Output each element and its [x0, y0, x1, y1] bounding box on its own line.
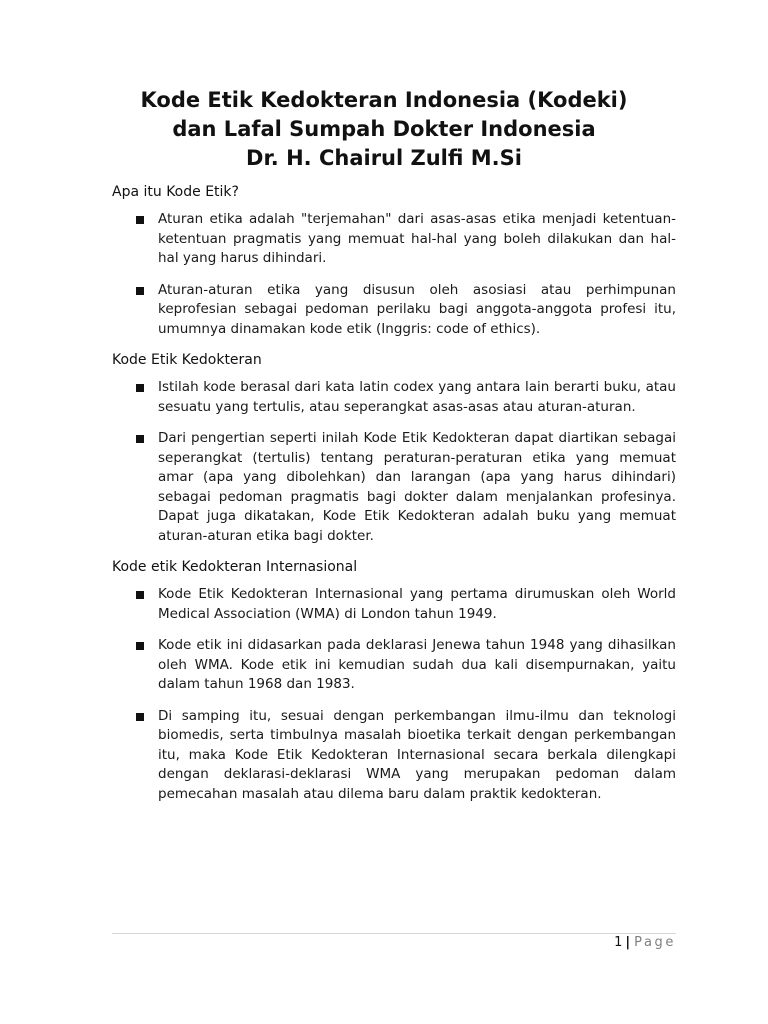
- document-body: [112, 183, 676, 816]
- square-bullet-icon: [136, 287, 144, 295]
- page-label: Page: [634, 935, 676, 950]
- square-bullet-icon: [136, 435, 144, 443]
- bullet-item: [112, 636, 676, 695]
- title-line: dan Lafal Sumpah Dokter Indonesia: [172, 117, 596, 141]
- bullet-item: [112, 281, 676, 340]
- bullet-item: [112, 210, 676, 269]
- section-heading: Kode Etik Kedokteran: [112, 352, 262, 368]
- section-kode-etik-internasional: [112, 558, 676, 804]
- bullet-text: Di samping itu, sesuai dengan perkembangan ilmu-ilmu dan teknologi biomedis, serta timbulnya masalah bioetika terkait dengan perkembangan itu, maka Kode Etik Kedokteran Internasional secara berkala dilengkapi dengan deklarasi-deklarasi WMA yang merupakan pedoman dalam pemecahan masalah atau dilema baru dalam praktik kedokteran.: [158, 707, 676, 802]
- square-bullet-icon: [136, 216, 144, 224]
- section-kode-etik-kedokteran: [112, 351, 676, 546]
- square-bullet-icon: [136, 642, 144, 650]
- bullet-text: Istilah kode berasal dari kata latin codex yang antara lain berarti buku, atau sesuatu yang tertulis, atau seperangkat asas-asas atau aturan-aturan.: [158, 379, 676, 415]
- bullet-text: Kode Etik Kedokteran Internasional yang pertama dirumuskan oleh World Medical Association (WMA) di London tahun 1949.: [158, 586, 676, 622]
- bullet-list: [112, 210, 676, 339]
- square-bullet-icon: [136, 591, 144, 599]
- bullet-item: [112, 429, 676, 546]
- page-footer: [614, 934, 676, 952]
- author-line: Dr. H. Chairul Zulfi M.Si: [246, 146, 522, 170]
- footer-separator: |: [625, 935, 631, 950]
- bullet-text: Aturan etika adalah "terjemahan" dari asas-asas etika menjadi ketentuan-ketentuan pragmatis yang memuat hal-hal yang boleh dilakukan dan hal-hal yang harus dihindari.: [158, 211, 676, 266]
- bullet-list: [112, 378, 676, 546]
- page-number: 1: [614, 935, 623, 950]
- title-line: Kode Etik Kedokteran Indonesia (Kodeki): [140, 88, 628, 112]
- document-title: [0, 86, 768, 173]
- bullet-text: Kode etik ini didasarkan pada deklarasi Jenewa tahun 1948 yang dihasilkan oleh WMA. Kode etik ini kemudian sudah dua kali disempurnakan, yaitu dalam tahun 1968 dan 1983.: [158, 637, 676, 692]
- bullet-list: [112, 585, 676, 804]
- section-heading: Apa itu Kode Etik?: [112, 184, 239, 200]
- bullet-item: [112, 707, 676, 805]
- square-bullet-icon: [136, 713, 144, 721]
- square-bullet-icon: [136, 384, 144, 392]
- footer-divider: [112, 933, 676, 934]
- bullet-text: Aturan-aturan etika yang disusun oleh asosiasi atau perhimpunan keprofesian sebagai pedoman perilaku bagi anggota-anggota profesi itu, umumnya dinamakan kode etik (Inggris: code of ethics).: [158, 281, 676, 337]
- section-apa-itu-kode-etik: [112, 183, 676, 339]
- section-heading: Kode etik Kedokteran Internasional: [112, 559, 358, 575]
- bullet-item: [112, 378, 676, 417]
- bullet-text: Dari pengertian seperti inilah Kode Etik Kedokteran dapat diartikan sebagai seperangkat (tertulis) tentang peraturan-peraturan etika yang memuat amar (apa yang dibolehkan) dan larangan (apa yang harus dihindari) sebagai pedoman pragmatis bagi dokter dalam menjalankan profesinya. Dapat juga dikatakan, Kode Etik Kedokteran adalah buku yang memuat aturan-aturan etika bagi dokter.: [158, 430, 676, 544]
- bullet-item: [112, 585, 676, 624]
